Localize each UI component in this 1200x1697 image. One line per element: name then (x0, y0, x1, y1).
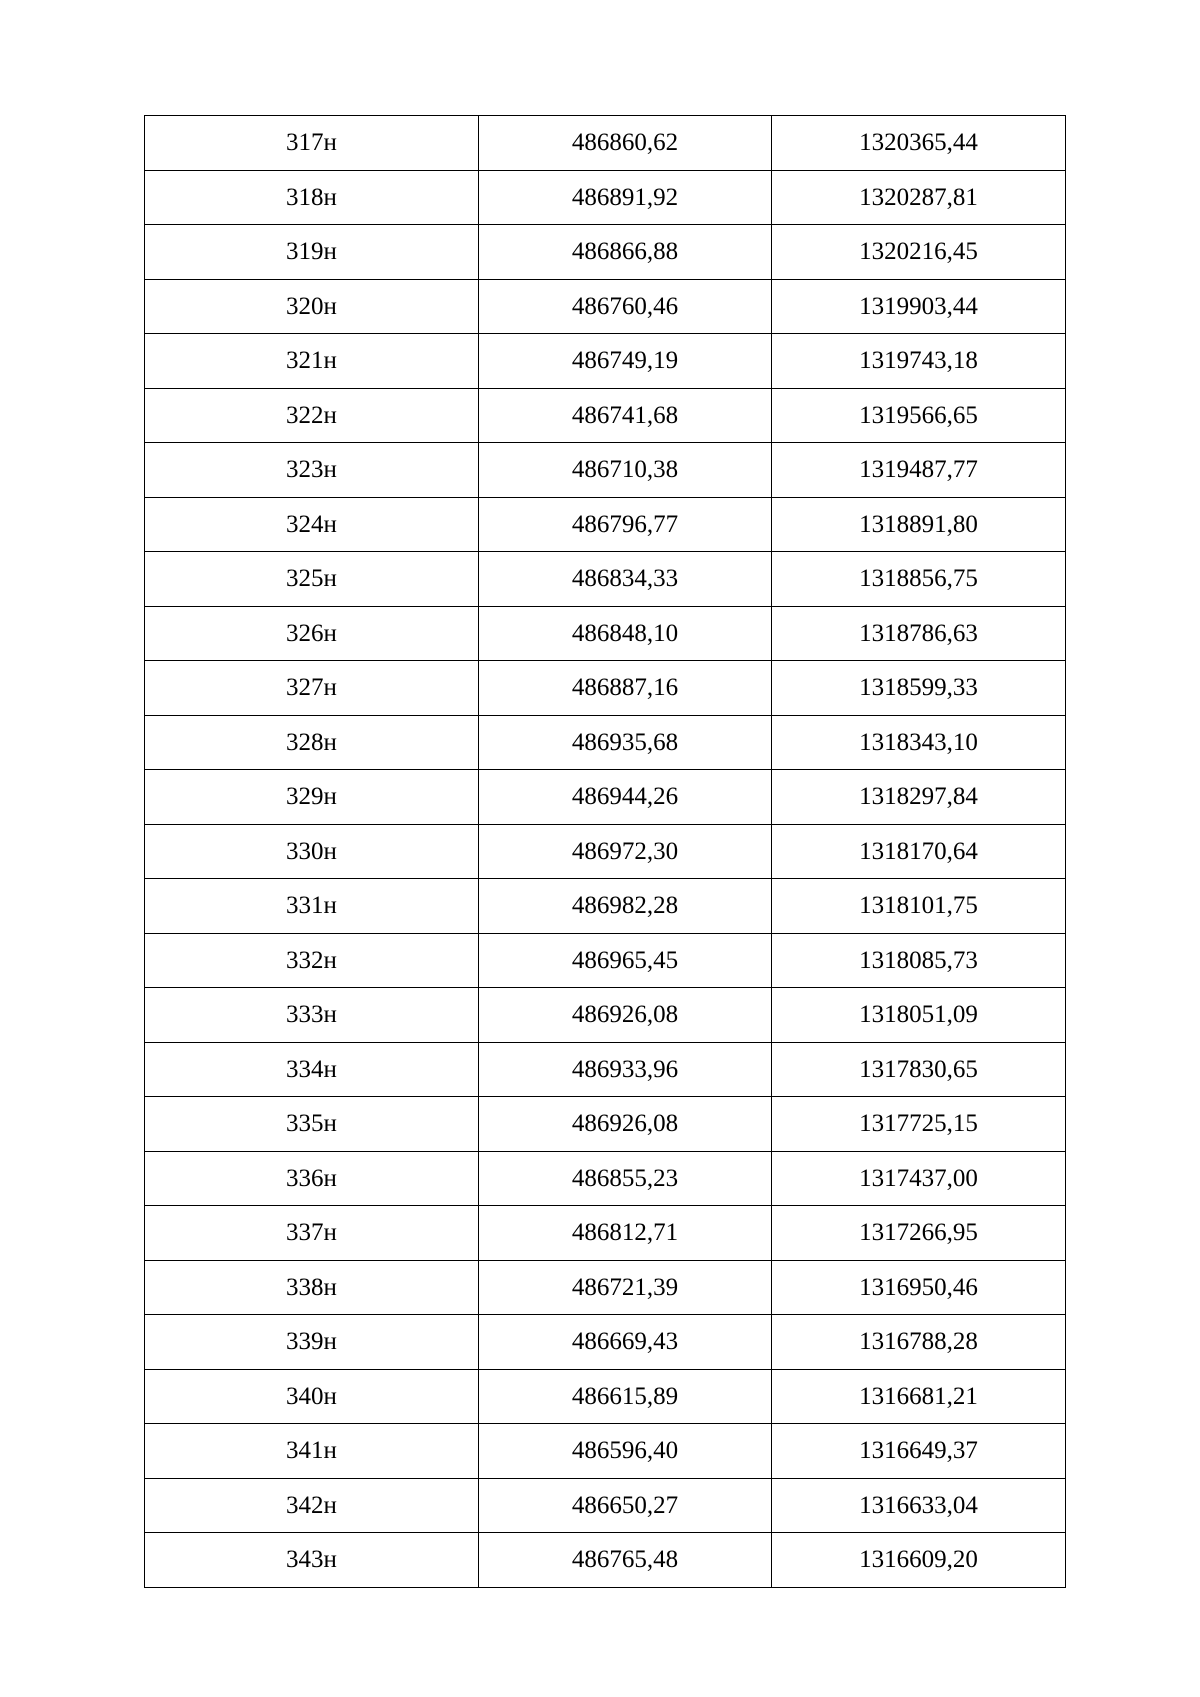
x-coordinate-cell: 486596,40 (479, 1424, 772, 1479)
y-coordinate-cell: 1318297,84 (772, 770, 1066, 825)
table-row (145, 1097, 1066, 1152)
point-number-cell: 334н (145, 1042, 479, 1097)
point-number-cell: 338н (145, 1260, 479, 1315)
point-number-cell: 320н (145, 279, 479, 334)
point-number-cell: 336н (145, 1151, 479, 1206)
point-number-cell: 339н (145, 1315, 479, 1370)
x-coordinate-cell: 486926,08 (479, 988, 772, 1043)
coordinates-table-body (145, 116, 1066, 1588)
x-coordinate-cell: 486834,33 (479, 552, 772, 607)
y-coordinate-cell: 1316788,28 (772, 1315, 1066, 1370)
table-row (145, 388, 1066, 443)
table-row (145, 1206, 1066, 1261)
x-coordinate-cell: 486982,28 (479, 879, 772, 934)
x-coordinate-cell: 486944,26 (479, 770, 772, 825)
x-coordinate-cell: 486765,48 (479, 1533, 772, 1588)
table-row (145, 988, 1066, 1043)
y-coordinate-cell: 1318085,73 (772, 933, 1066, 988)
point-number-cell: 321н (145, 334, 479, 389)
x-coordinate-cell: 486848,10 (479, 606, 772, 661)
y-coordinate-cell: 1316609,20 (772, 1533, 1066, 1588)
point-number-cell: 319н (145, 225, 479, 280)
y-coordinate-cell: 1318170,64 (772, 824, 1066, 879)
table-row (145, 879, 1066, 934)
coordinates-table (144, 115, 1066, 1588)
point-number-cell: 317н (145, 116, 479, 171)
x-coordinate-cell: 486710,38 (479, 443, 772, 498)
x-coordinate-cell: 486749,19 (479, 334, 772, 389)
point-number-cell: 342н (145, 1478, 479, 1533)
table-row (145, 715, 1066, 770)
table-row (145, 116, 1066, 171)
point-number-cell: 318н (145, 170, 479, 225)
point-number-cell: 332н (145, 933, 479, 988)
table-row (145, 1369, 1066, 1424)
y-coordinate-cell: 1319903,44 (772, 279, 1066, 334)
point-number-cell: 343н (145, 1533, 479, 1588)
x-coordinate-cell: 486965,45 (479, 933, 772, 988)
x-coordinate-cell: 486933,96 (479, 1042, 772, 1097)
y-coordinate-cell: 1317830,65 (772, 1042, 1066, 1097)
point-number-cell: 337н (145, 1206, 479, 1261)
y-coordinate-cell: 1318786,63 (772, 606, 1066, 661)
table-row (145, 552, 1066, 607)
y-coordinate-cell: 1318599,33 (772, 661, 1066, 716)
table-row (145, 443, 1066, 498)
point-number-cell: 324н (145, 497, 479, 552)
y-coordinate-cell: 1319743,18 (772, 334, 1066, 389)
x-coordinate-cell: 486669,43 (479, 1315, 772, 1370)
table-row (145, 170, 1066, 225)
x-coordinate-cell: 486760,46 (479, 279, 772, 334)
y-coordinate-cell: 1319487,77 (772, 443, 1066, 498)
table-row (145, 1533, 1066, 1588)
table-row (145, 1042, 1066, 1097)
x-coordinate-cell: 486855,23 (479, 1151, 772, 1206)
point-number-cell: 325н (145, 552, 479, 607)
point-number-cell: 340н (145, 1369, 479, 1424)
point-number-cell: 327н (145, 661, 479, 716)
x-coordinate-cell: 486741,68 (479, 388, 772, 443)
x-coordinate-cell: 486926,08 (479, 1097, 772, 1152)
point-number-cell: 326н (145, 606, 479, 661)
x-coordinate-cell: 486615,89 (479, 1369, 772, 1424)
point-number-cell: 322н (145, 388, 479, 443)
point-number-cell: 333н (145, 988, 479, 1043)
x-coordinate-cell: 486887,16 (479, 661, 772, 716)
y-coordinate-cell: 1318343,10 (772, 715, 1066, 770)
y-coordinate-cell: 1316633,04 (772, 1478, 1066, 1533)
table-row (145, 497, 1066, 552)
table-row (145, 661, 1066, 716)
table-row (145, 1315, 1066, 1370)
table-row (145, 279, 1066, 334)
y-coordinate-cell: 1317266,95 (772, 1206, 1066, 1261)
x-coordinate-cell: 486891,92 (479, 170, 772, 225)
point-number-cell: 328н (145, 715, 479, 770)
table-row (145, 933, 1066, 988)
point-number-cell: 335н (145, 1097, 479, 1152)
y-coordinate-cell: 1318891,80 (772, 497, 1066, 552)
point-number-cell: 330н (145, 824, 479, 879)
x-coordinate-cell: 486796,77 (479, 497, 772, 552)
point-number-cell: 331н (145, 879, 479, 934)
y-coordinate-cell: 1316649,37 (772, 1424, 1066, 1479)
table-row (145, 1151, 1066, 1206)
table-row (145, 334, 1066, 389)
y-coordinate-cell: 1317437,00 (772, 1151, 1066, 1206)
table-row (145, 1260, 1066, 1315)
x-coordinate-cell: 486972,30 (479, 824, 772, 879)
table-row (145, 606, 1066, 661)
y-coordinate-cell: 1320365,44 (772, 116, 1066, 171)
y-coordinate-cell: 1320216,45 (772, 225, 1066, 280)
y-coordinate-cell: 1316681,21 (772, 1369, 1066, 1424)
point-number-cell: 329н (145, 770, 479, 825)
y-coordinate-cell: 1317725,15 (772, 1097, 1066, 1152)
y-coordinate-cell: 1316950,46 (772, 1260, 1066, 1315)
x-coordinate-cell: 486650,27 (479, 1478, 772, 1533)
y-coordinate-cell: 1320287,81 (772, 170, 1066, 225)
x-coordinate-cell: 486866,88 (479, 225, 772, 280)
x-coordinate-cell: 486935,68 (479, 715, 772, 770)
table-row (145, 824, 1066, 879)
point-number-cell: 323н (145, 443, 479, 498)
y-coordinate-cell: 1318051,09 (772, 988, 1066, 1043)
y-coordinate-cell: 1318856,75 (772, 552, 1066, 607)
x-coordinate-cell: 486860,62 (479, 116, 772, 171)
table-row (145, 1478, 1066, 1533)
x-coordinate-cell: 486721,39 (479, 1260, 772, 1315)
table-row (145, 1424, 1066, 1479)
table-row (145, 225, 1066, 280)
x-coordinate-cell: 486812,71 (479, 1206, 772, 1261)
y-coordinate-cell: 1319566,65 (772, 388, 1066, 443)
point-number-cell: 341н (145, 1424, 479, 1479)
table-row (145, 770, 1066, 825)
y-coordinate-cell: 1318101,75 (772, 879, 1066, 934)
